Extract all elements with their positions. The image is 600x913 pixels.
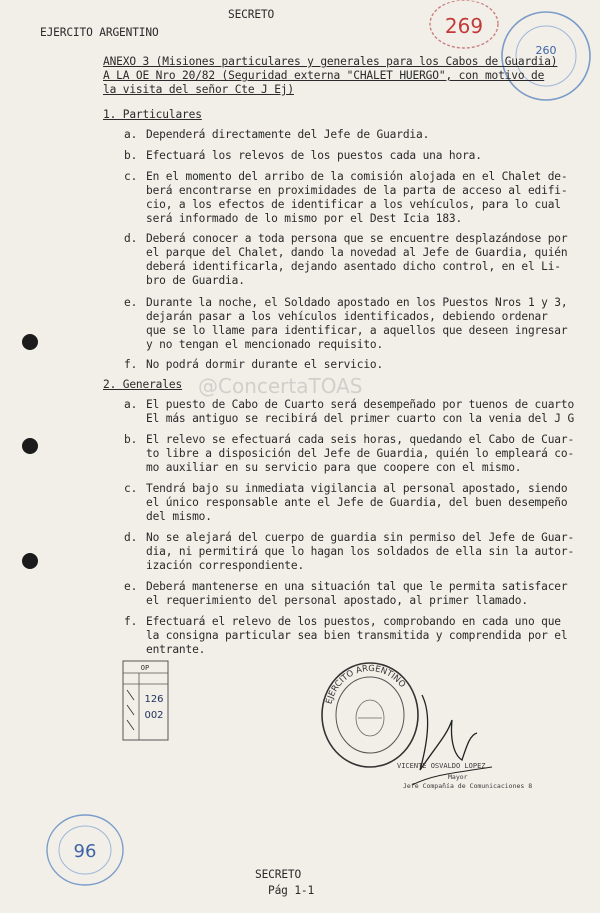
op-value-1: 126 bbox=[144, 694, 164, 705]
op-control-box bbox=[122, 660, 170, 742]
item-2d-line: ización correspondiente. bbox=[146, 559, 305, 572]
item-1d-letter: d. bbox=[124, 232, 138, 245]
item-2f-letter: f. bbox=[124, 615, 138, 628]
annex-title-line-2: A LA OE Nro 20/82 (Seguridad externa "CHALET HUERGO", con motivo de bbox=[103, 69, 545, 82]
item-2e-letter: e. bbox=[124, 580, 138, 593]
item-2a-letter: a. bbox=[124, 398, 138, 411]
seal-text: EJERCITO ARGENTINO bbox=[324, 663, 408, 706]
annex-title-line-3: la visita del señor Cte J Ej) bbox=[103, 83, 294, 96]
item-1b-line: Efectuará los relevos de los puestos cada una hora. bbox=[146, 149, 482, 162]
red-receipt-stamp bbox=[425, 0, 503, 56]
item-2c-line: el único responsable ante el Jefe de Guardia, del buen desempeño bbox=[146, 496, 568, 509]
item-2f-line: la consigna particular sea bien transmitida y comprendida por el bbox=[146, 629, 568, 642]
signer-unit: Jefe Compañía de Comunicaciones 8 bbox=[403, 782, 533, 790]
section-1-heading bbox=[103, 108, 202, 122]
item-1c-line: En el momento del arribo de la comisión alojada en el Chalet de- bbox=[146, 170, 568, 183]
watermark: @ConcertaTOAS bbox=[198, 374, 363, 398]
item-1a-line: Dependerá directamente del Jefe de Guardia. bbox=[146, 128, 430, 141]
signer-name: VICENTE OSVALDO LOPEZ bbox=[397, 762, 486, 770]
item-1d-line: deberá identificarla, dejando asentado dicho control, en el Li- bbox=[146, 260, 561, 273]
punch-hole bbox=[22, 438, 38, 454]
item-2b-letter: b. bbox=[124, 433, 138, 446]
annex-title-line-1: ANEXO 3 (Misiones particulares y generales para los Cabos de Guardia) bbox=[103, 55, 558, 68]
page-number: Pág 1-1 bbox=[268, 884, 315, 897]
item-2a-line: El puesto de Cabo de Cuarto será desempeñado por tuenos de cuarto bbox=[146, 398, 575, 411]
item-2b-line: mo auxiliar en su servicio para que coopere con el mismo. bbox=[146, 461, 522, 474]
classification-top: SECRETO bbox=[228, 8, 275, 21]
item-1d-line: Deberá conocer a toda persona que se encuentre desplazándose por bbox=[146, 232, 568, 245]
item-1c-line: será informado de lo mismo por el Dest Icia 183. bbox=[146, 212, 463, 225]
item-1e-line: Durante la noche, el Soldado apostado en los Puestos Nros 1 y 3, bbox=[146, 296, 568, 309]
item-1e-line: que se lo llame para identificar, a aquellos que deseen ingresar bbox=[146, 324, 568, 337]
item-2f-line: entrante. bbox=[146, 643, 206, 656]
op-label: OP bbox=[140, 664, 150, 672]
archive-stamp bbox=[44, 812, 126, 888]
item-2d-line: dia, ni permitirá que lo hagan los soldados de ella sin la autor- bbox=[146, 545, 575, 558]
signer-role: Mayor bbox=[448, 773, 468, 781]
item-1c-line: berá encontrarse en proximidades de la parta de acceso al edifi- bbox=[146, 184, 568, 197]
item-1b-letter: b. bbox=[124, 149, 138, 162]
item-2c-line: Tendrá bajo su inmediata vigilancia al personal apostado, siendo bbox=[146, 482, 568, 495]
archive-stamp-number: 96 bbox=[73, 841, 97, 862]
item-2e-line: Deberá mantenerse en una situación tal que le permita satisfacer bbox=[146, 580, 568, 593]
organization-name: EJERCITO ARGENTINO bbox=[40, 26, 159, 39]
item-2f-line: Efectuará el relevo de los puestos, comprobando en cada uno que bbox=[146, 615, 561, 628]
item-1f-line: No podrá dormir durante el servicio. bbox=[146, 358, 384, 371]
item-1a-letter: a. bbox=[124, 128, 138, 141]
item-2b-line: El relevo se efectuará cada seis horas, quedando el Cabo de Cuar- bbox=[146, 433, 575, 446]
item-1e-line: dejarán pasar a los vehículos identificados, debiendo ordenar bbox=[146, 310, 548, 323]
item-2b-line: to libre a disposición del Jefe de Guardia, quién lo empleará co- bbox=[146, 447, 575, 460]
item-1c-line: cio, a los efectos de identificar a los vehículos, para lo cual bbox=[146, 198, 561, 211]
red-stamp-number: 269 bbox=[444, 14, 484, 38]
item-1f-letter: f. bbox=[124, 358, 138, 371]
item-2e-line: el requerimiento del personal apostado, al primer llamado. bbox=[146, 594, 528, 607]
section-heading-text: 1. Particulares bbox=[103, 108, 202, 121]
punch-hole bbox=[22, 334, 38, 350]
item-1e-letter: e. bbox=[124, 296, 138, 309]
item-2d-letter: d. bbox=[124, 531, 138, 544]
section-heading-text: 2. Generales bbox=[103, 378, 183, 391]
handwritten-signature bbox=[392, 675, 502, 795]
item-2c-line: del mismo. bbox=[146, 510, 212, 523]
item-1c-letter: c. bbox=[124, 170, 138, 183]
item-2a-line: El más antiguo se recibirá del primer cuarto con la venia del J G bbox=[146, 412, 575, 425]
blue-stamp-number: 260 bbox=[535, 44, 557, 57]
item-1e-line: y no tengan el mencionado requisito. bbox=[146, 338, 384, 351]
item-1d-line: el parque del Chalet, dando la novedad al Jefe de Guardia, quién bbox=[146, 246, 568, 259]
op-value-2: 002 bbox=[144, 710, 164, 721]
punch-hole bbox=[22, 553, 38, 569]
classification-bottom: SECRETO bbox=[255, 868, 302, 881]
item-2c-letter: c. bbox=[124, 482, 138, 495]
item-2d-line: No se alejará del cuerpo de guardia sin permiso del Jefe de Guar- bbox=[146, 531, 575, 544]
section-2-heading bbox=[103, 378, 182, 392]
item-1d-line: bro de Guardia. bbox=[146, 274, 245, 287]
